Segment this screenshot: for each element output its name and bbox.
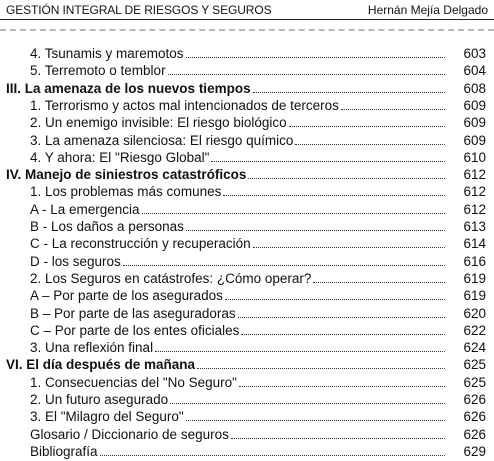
toc-entry-row[interactable] — [0, 443, 494, 461]
toc-entry-title: 1. Terrorismo y actos mal intencionados de terceros — [30, 97, 339, 113]
toc-page-number: 608 — [463, 80, 486, 96]
toc-page-number: 609 — [463, 97, 486, 113]
toc-entry-title: C - La reconstrucción y recuperación — [30, 236, 251, 252]
toc-entry-row[interactable] — [0, 218, 494, 236]
toc-entry-title: A - La emergencia — [30, 201, 140, 217]
header-rule — [0, 19, 494, 20]
toc-entry-title: B – Por parte de las aseguradoras — [30, 305, 236, 321]
toc-entry-row[interactable] — [0, 132, 494, 150]
dot-leader — [248, 178, 445, 179]
toc-page-number: 613 — [463, 219, 486, 234]
toc-entry-row[interactable] — [0, 426, 494, 444]
toc-entry-row[interactable] — [0, 339, 494, 357]
book-title: GESTIÓN INTEGRAL DE RIESGOS Y SEGUROS — [6, 3, 272, 17]
dot-leader — [186, 230, 446, 231]
toc-entry-row[interactable] — [0, 62, 494, 80]
toc-entry-title: 2. Un futuro asegurado — [30, 392, 169, 407]
toc-section-row[interactable] — [0, 166, 494, 184]
toc-entry-title: D - los seguros — [30, 253, 121, 269]
dot-leader — [241, 334, 445, 335]
dot-leader — [223, 195, 445, 196]
toc-entry-row[interactable] — [0, 253, 494, 271]
toc-page-number: 612 — [463, 167, 486, 183]
dot-leader — [186, 57, 446, 58]
toc-entry-row[interactable] — [0, 408, 494, 426]
toc-entry-row[interactable] — [0, 149, 494, 167]
toc-entry-title: III. La amenaza de los nuevos tiempos — [6, 80, 251, 96]
toc-entry-title: 4. Y ahora: El "Riesgo Global" — [30, 149, 210, 165]
toc-entry-row[interactable] — [0, 270, 494, 288]
toc-entry-title: 1. Consecuencias del "No Seguro" — [30, 374, 237, 390]
toc-page-number: 614 — [463, 236, 486, 252]
toc-page-number: 625 — [463, 357, 486, 373]
toc-page-number: 624 — [463, 340, 486, 356]
toc-entry-title: C – Por parte de los entes oficiales — [30, 322, 240, 338]
toc-entry-title: 3. El "Milagro del Seguro" — [30, 409, 184, 425]
toc-entry-title: IV. Manejo de siniestros catastróficos — [6, 167, 247, 183]
dot-leader — [253, 92, 446, 93]
toc-entry-title: 2. Un enemigo invisible: El riesgo biológico — [30, 115, 287, 131]
toc-entry-row[interactable] — [0, 183, 494, 201]
toc-entry-row[interactable] — [0, 201, 494, 219]
toc-entry-title: A – Por parte de los asegurados — [30, 288, 223, 304]
toc-page-number: 629 — [463, 443, 486, 459]
toc-entry-title: 4. Tsunamis y maremotos — [30, 46, 184, 61]
toc-entry-title: Glosario / Diccionario de seguros — [30, 426, 229, 442]
toc-entry-title: 2. Los Seguros en catástrofes: ¿Cómo operar? — [30, 270, 312, 286]
dot-leader — [239, 386, 446, 387]
toc-entry-row[interactable] — [0, 235, 494, 253]
toc-page-number: 616 — [463, 253, 486, 269]
toc-entry-row[interactable] — [0, 374, 494, 392]
dot-leader — [186, 420, 446, 421]
toc-page-number: 619 — [463, 270, 486, 286]
toc-page-number: 626 — [463, 426, 486, 442]
toc-entry-row[interactable] — [0, 45, 494, 63]
toc-page-number: 626 — [463, 392, 486, 407]
dot-leader — [142, 213, 446, 214]
header-dashed-divider — [0, 29, 494, 31]
dot-leader — [211, 161, 445, 162]
toc-entry-title: VI. El día después de mañana — [6, 357, 196, 373]
toc-entry-row[interactable] — [0, 305, 494, 323]
author-name: Hernán Mejía Delgado — [367, 3, 488, 17]
toc-entry-title: 1. Los problemas más comunes — [30, 184, 222, 200]
toc-entry-title: 3. Una reflexión final — [30, 340, 154, 356]
toc-page-number: 609 — [463, 115, 486, 131]
dot-leader — [295, 144, 445, 145]
dot-leader — [231, 438, 446, 439]
dot-leader — [100, 455, 446, 456]
toc-page-number: 610 — [463, 149, 486, 165]
dot-leader — [238, 317, 446, 318]
dot-leader — [197, 368, 445, 369]
toc-page-number: 620 — [463, 305, 486, 321]
toc-page-number: 619 — [463, 288, 486, 304]
dot-leader — [289, 126, 446, 127]
toc-section-row[interactable] — [0, 80, 494, 98]
dot-leader — [123, 265, 446, 266]
toc-entry-row[interactable] — [0, 391, 494, 409]
toc-entry-row[interactable] — [0, 287, 494, 305]
toc-entry-title: B - Los daños a personas — [30, 219, 184, 234]
dot-leader — [155, 351, 445, 352]
dot-leader — [313, 282, 445, 283]
toc-entry-row[interactable] — [0, 97, 494, 115]
toc-page-number: 612 — [463, 184, 486, 200]
dot-leader — [168, 74, 446, 75]
toc-page-number: 625 — [463, 374, 486, 390]
toc-entry-title: 5. Terremoto o temblor — [30, 63, 166, 79]
dot-leader — [170, 403, 445, 404]
toc-entry-title: 3. La amenaza silenciosa: El riesgo químico — [30, 132, 294, 148]
toc-page-number: 604 — [463, 63, 486, 79]
toc-page-number: 612 — [463, 201, 486, 217]
toc-page-number: 609 — [463, 132, 486, 148]
running-header — [0, 0, 494, 22]
toc-entry-row[interactable] — [0, 114, 494, 132]
toc-page-number: 603 — [463, 46, 486, 61]
dot-leader — [225, 299, 446, 300]
toc-page-number: 622 — [463, 322, 486, 338]
toc-section-row[interactable] — [0, 356, 494, 374]
toc-entry-row[interactable] — [0, 322, 494, 340]
toc-page-number: 626 — [463, 409, 486, 425]
dot-leader — [253, 247, 446, 248]
toc-entry-title: Bibliografía — [30, 443, 98, 459]
dot-leader — [341, 109, 446, 110]
